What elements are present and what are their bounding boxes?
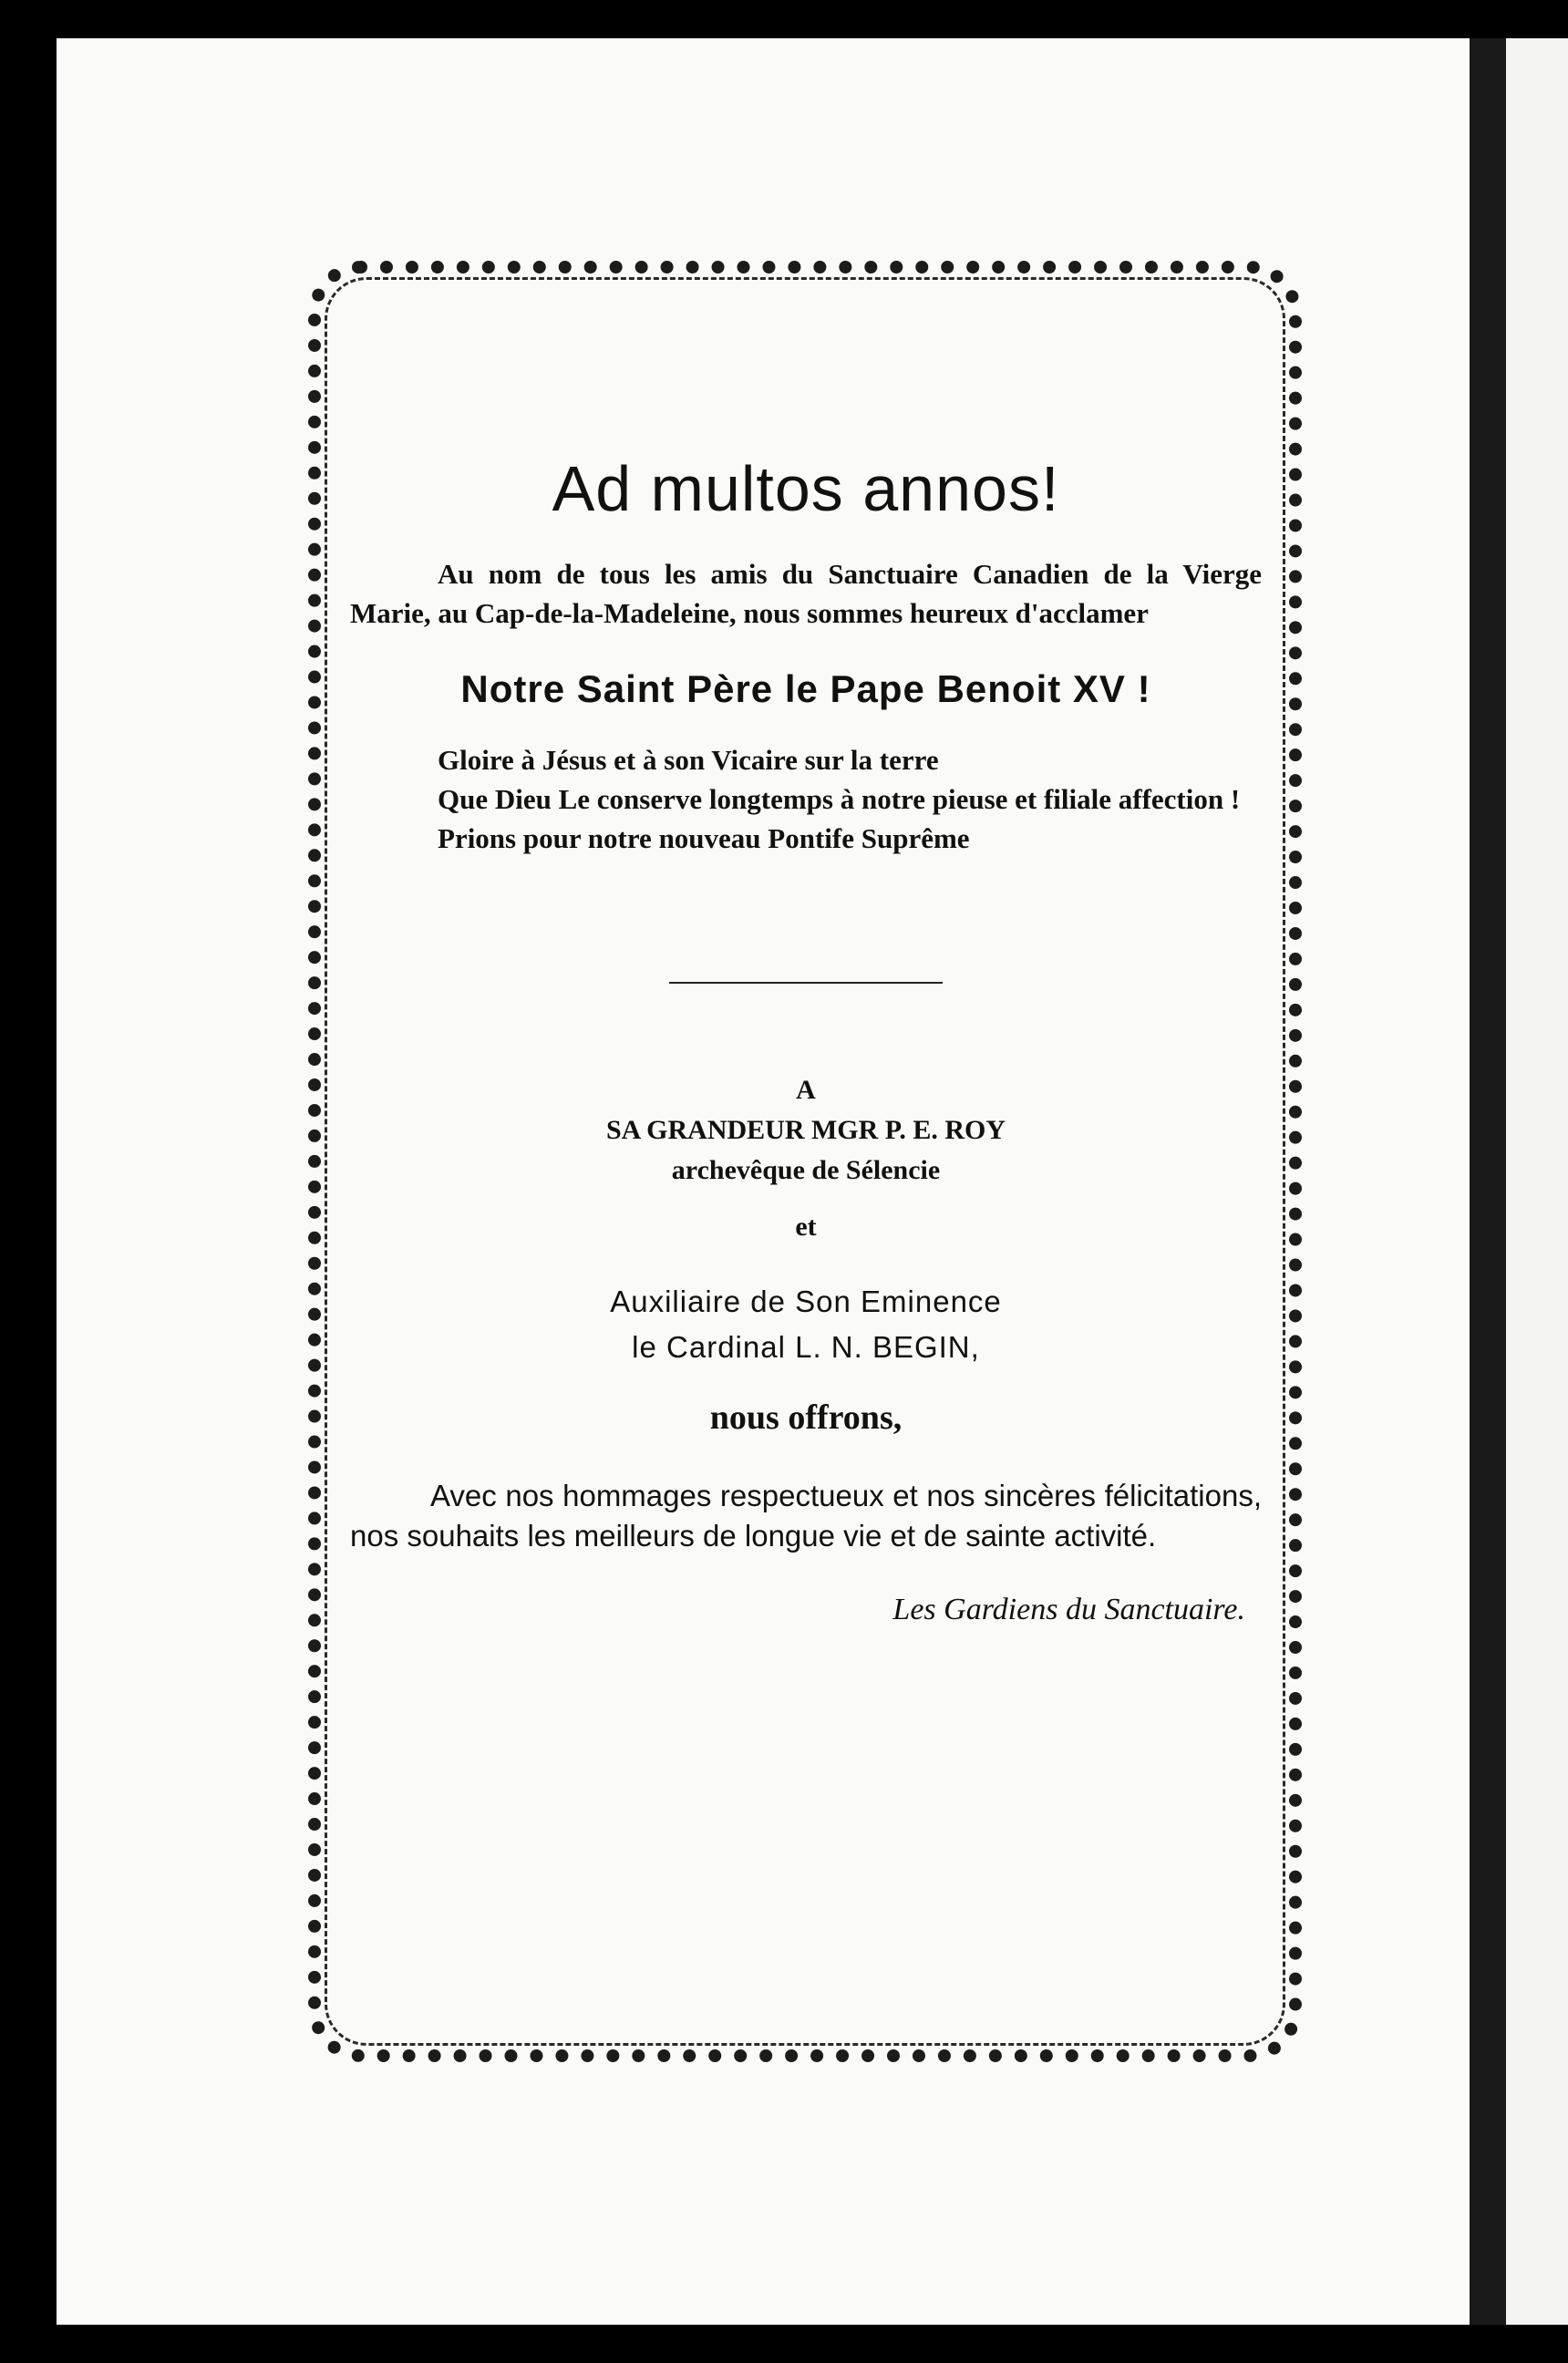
- dedication-auxiliary: Auxiliaire de Son Eminence: [610, 1285, 1002, 1318]
- dedication-cardinal: le Cardinal L. N. BEGIN,: [632, 1330, 980, 1364]
- intro-paragraph: Au nom de tous les amis du Sanctuaire Canadien de la Vierge Marie, au Cap-de-la-Madeleine, nous sommes heureux d'acclamer: [350, 558, 1262, 629]
- page-content: [350, 273, 1262, 1627]
- dedication-conjunction: et: [795, 1212, 817, 1242]
- prayer-lines: [350, 740, 1262, 858]
- prayer-line: Prions pour notre nouveau Pontife Suprême: [438, 822, 970, 854]
- page-gutter: [1470, 38, 1506, 2325]
- prayer-line: Gloire à Jésus et à son Vicaire sur la terre: [438, 744, 939, 776]
- pope-acclamation: Notre Saint Père le Pape Benoit XV !: [460, 667, 1151, 710]
- page-title: Ad multos annos!: [552, 453, 1060, 524]
- dedication-recipient: SA GRANDEUR MGR P. E. ROY: [605, 1115, 1006, 1145]
- facing-page-edge: [1506, 38, 1568, 2325]
- offer-heading: nous offrons,: [709, 1398, 903, 1437]
- dedication-title: archevêque de Sélencie: [671, 1155, 941, 1185]
- wishes-paragraph: Avec nos hommages respectueux et nos sincères félicitations, nos souhaits les meilleurs de longue vie et de sainte activité.: [350, 1479, 1262, 1553]
- dedication-a: A: [796, 1075, 816, 1105]
- signature: Les Gardiens du Sanctuaire.: [892, 1593, 1245, 1626]
- section-divider: [669, 982, 943, 984]
- prayer-line: Que Dieu Le conserve longtemps à notre pieuse et filiale affection !: [438, 783, 1241, 815]
